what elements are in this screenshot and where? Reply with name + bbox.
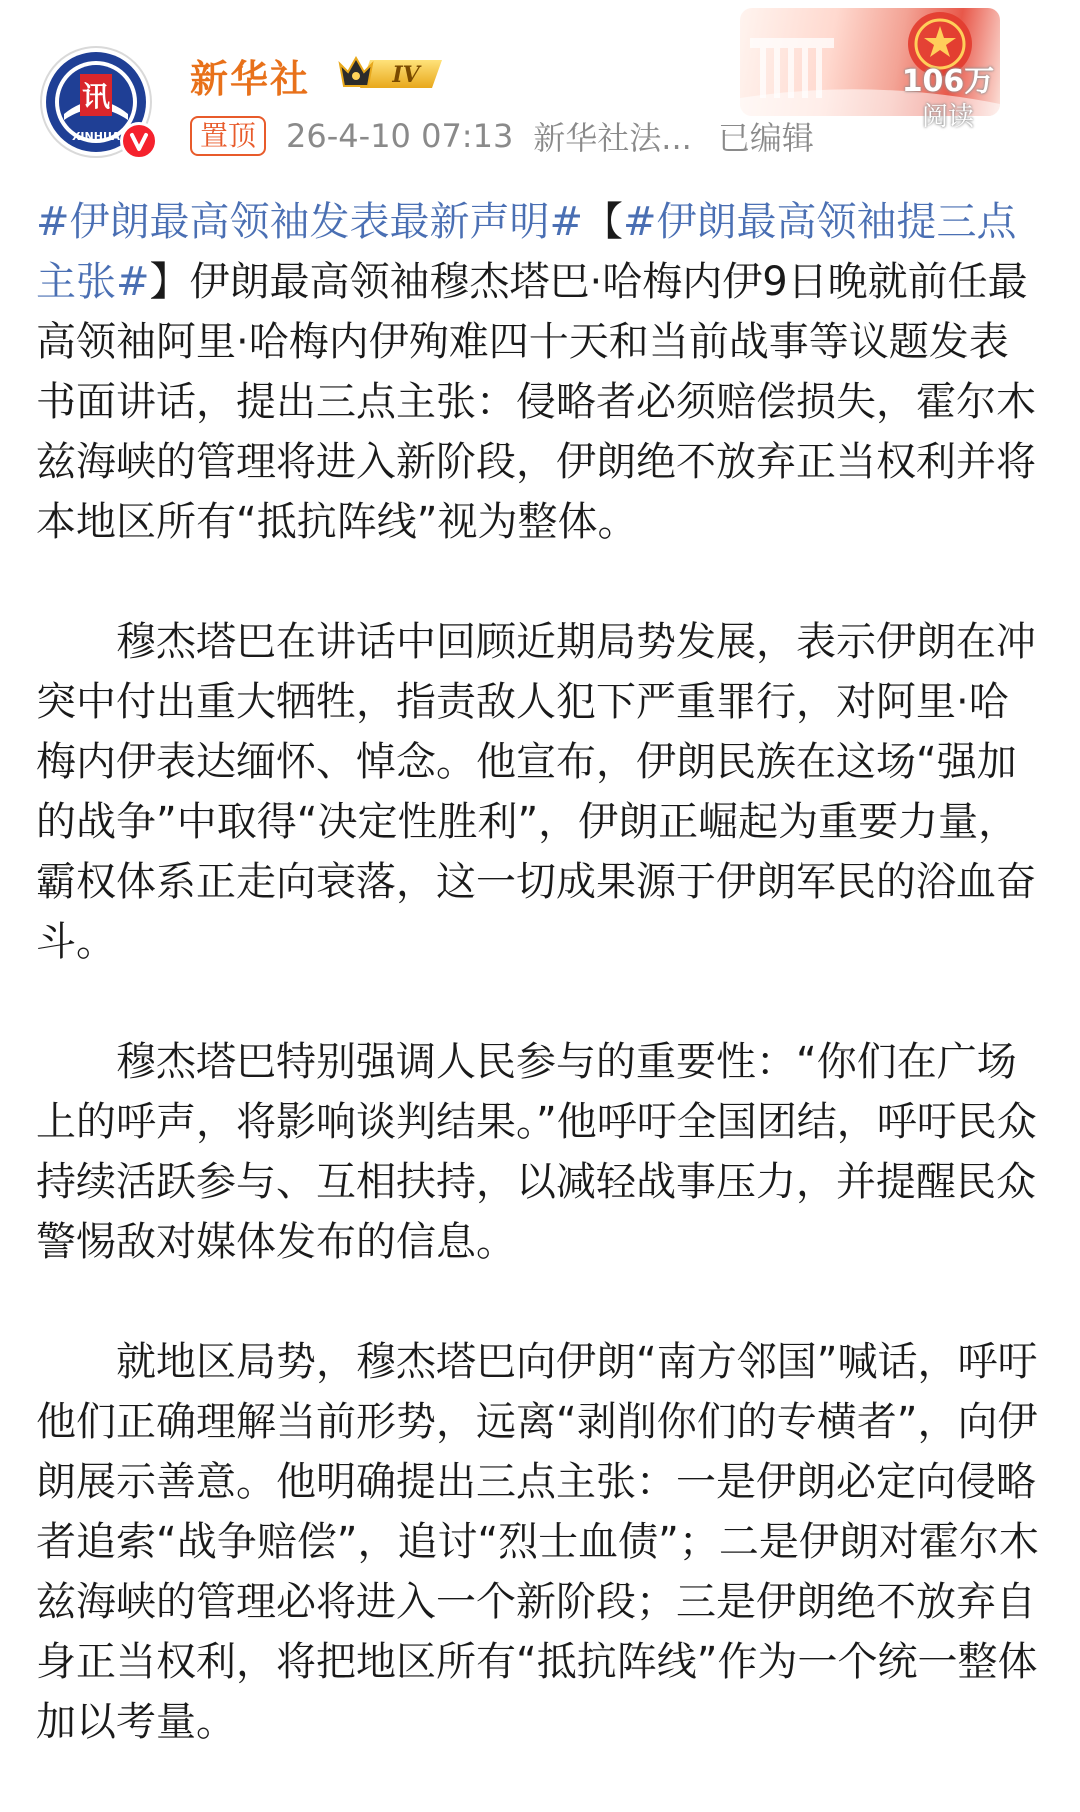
post-source[interactable]: 新华社法...	[533, 119, 692, 157]
avatar-char: 讯	[81, 80, 111, 113]
post-header	[0, 0, 1080, 170]
post-timestamp: 26-4-10 07:13	[286, 117, 514, 155]
pinned-tag: 置顶	[190, 116, 266, 156]
post-meta	[190, 114, 814, 158]
paragraph-4: 就地区局势，穆杰塔巴向伊朗“南方邻国”喊话，呼吁他们正确理解当前形势，远离“剥削你们的专横者”，向伊朗展示善意。他明确提出三点主张：一是伊朗必定向侵略者追索“战争赔偿”，追讨“烈士血债”；二是伊朗对霍尔木兹海峡的管理必将进入一个新阶段；三是伊朗绝不放弃自身正当权利，将把地区所有“抵抗阵线”作为一个统一整体加以考量。	[36, 1339, 1039, 1745]
topic-link-2[interactable]: #伊朗最高领袖提三点主张#	[36, 199, 1017, 305]
level-text: IV	[392, 62, 420, 88]
verified-v-icon	[120, 122, 158, 160]
post-body	[36, 192, 1048, 1812]
bracket-open: 【	[583, 199, 624, 245]
paragraph-2: 穆杰塔巴在讲话中回顾近期局势发展，表示伊朗在冲突中付出重大牺牲，指责敌人犯下严重罪行，对阿里·哈梅内伊表达缅怀、悼念。他宣布，伊朗民族在这场“强加的战争”中取得“决定性胜利”，伊朗正崛起为重要力量，霸权体系正走向衰落，这一切成果源于伊朗军民的浴血奋斗。	[36, 619, 1036, 965]
paragraph-1	[36, 192, 1048, 552]
crown-level-icon[interactable]	[336, 50, 448, 94]
topic-link-1[interactable]: #伊朗最高领袖发表最新声明#	[36, 199, 584, 245]
read-count: 106万	[901, 64, 995, 99]
paragraph-3: 穆杰塔巴特别强调人民参与的重要性：“你们在广场上的呼声，将影响谈判结果。”他呼吁全国团结，呼吁民众持续活跃参与、互相扶持，以减轻战事压力，并提醒民众警惕敌对媒体发布的信息。	[36, 1039, 1037, 1265]
author-name[interactable]: 新华社	[190, 57, 311, 101]
read-label: 阅读	[921, 102, 974, 132]
paragraph-1-text: 】伊朗最高领袖穆杰塔巴·哈梅内伊9日晚就前任最高领袖阿里·哈梅内伊殉难四十天和当前战事等议题发表书面讲话，提出三点主张：侵略者必须赔偿损失，霍尔木兹海峡的管理将进入新阶段，伊朗绝不放弃正当权利并将本地区所有“抵抗阵线”视为整体。	[36, 259, 1036, 545]
edited-label[interactable]: 已编辑	[717, 119, 814, 157]
avatar-text: XINHUA	[71, 130, 121, 143]
